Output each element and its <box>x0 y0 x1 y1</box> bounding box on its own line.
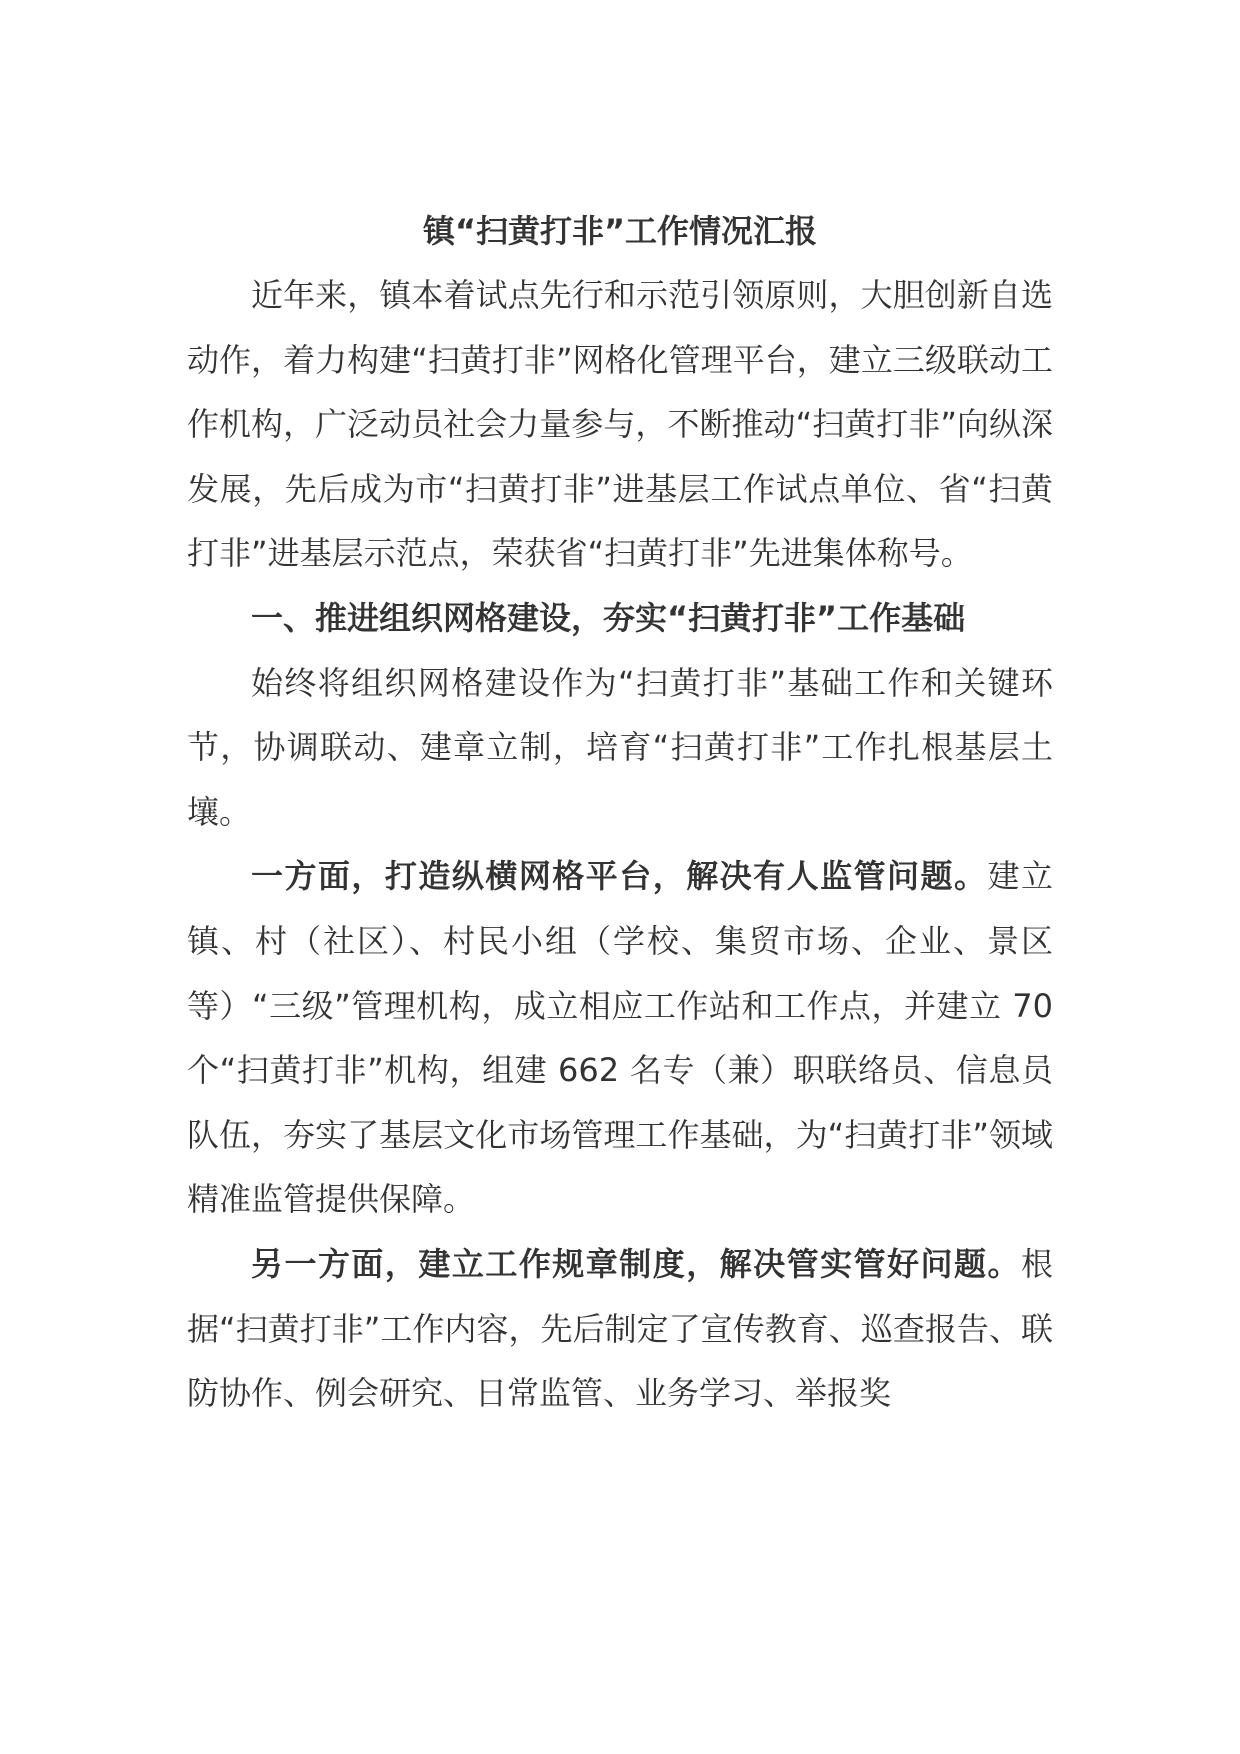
document-body <box>187 203 1053 1426</box>
intro-paragraph: 近年来，镇本着试点先行和示范引领原则，大胆创新自选动作，着力构建“扫黄打非”网格化管理平台，建立三级联动工作机构，广泛动员社会力量参与，不断推动“扫黄打非”向纵深发展，先后成为市“扫黄打非”进基层工作试点单位、省“扫黄打非”进基层示范点，荣获省“扫黄打非”先进集体称号。 <box>187 276 1053 573</box>
point-paragraph <box>187 844 1053 1232</box>
point-lead: 一方面，打造纵横网格平台，解决有人监管问题。 <box>251 857 988 896</box>
point-text: 建立镇、村（社区）、村民小组（学校、集贸市场、企业、景区等）“三级”管理机构，成立相应工作站和工作点，并建立 70 个“扫黄打非”机构，组建 662 名专（兼）职联络员、信息员队伍，夯实了基层文化市场管理工作基础，为“扫黄打非”领域精准监管提供保障。 <box>187 857 1053 1219</box>
point-text: 根据“扫黄打非”工作内容，先后制定了宣传教育、巡查报告、联防协作、例会研究、日常监管、业务学习、举报奖 <box>187 1244 1053 1413</box>
point-lead: 另一方面，建立工作规章制度，解决管实管好问题。 <box>251 1244 1021 1283</box>
document-title: 镇“扫黄打非”工作情况汇报 <box>422 212 818 250</box>
section-summary-paragraph: 始终将组织网格建设作为“扫黄打非”基础工作和关键环节，协调联动、建章立制，培育“扫黄打非”工作扎根基层土壤。 <box>187 663 1053 831</box>
point-paragraph <box>187 1232 1053 1426</box>
section-heading: 一、推进组织网格建设，夯实“扫黄打非”工作基础 <box>251 598 966 637</box>
